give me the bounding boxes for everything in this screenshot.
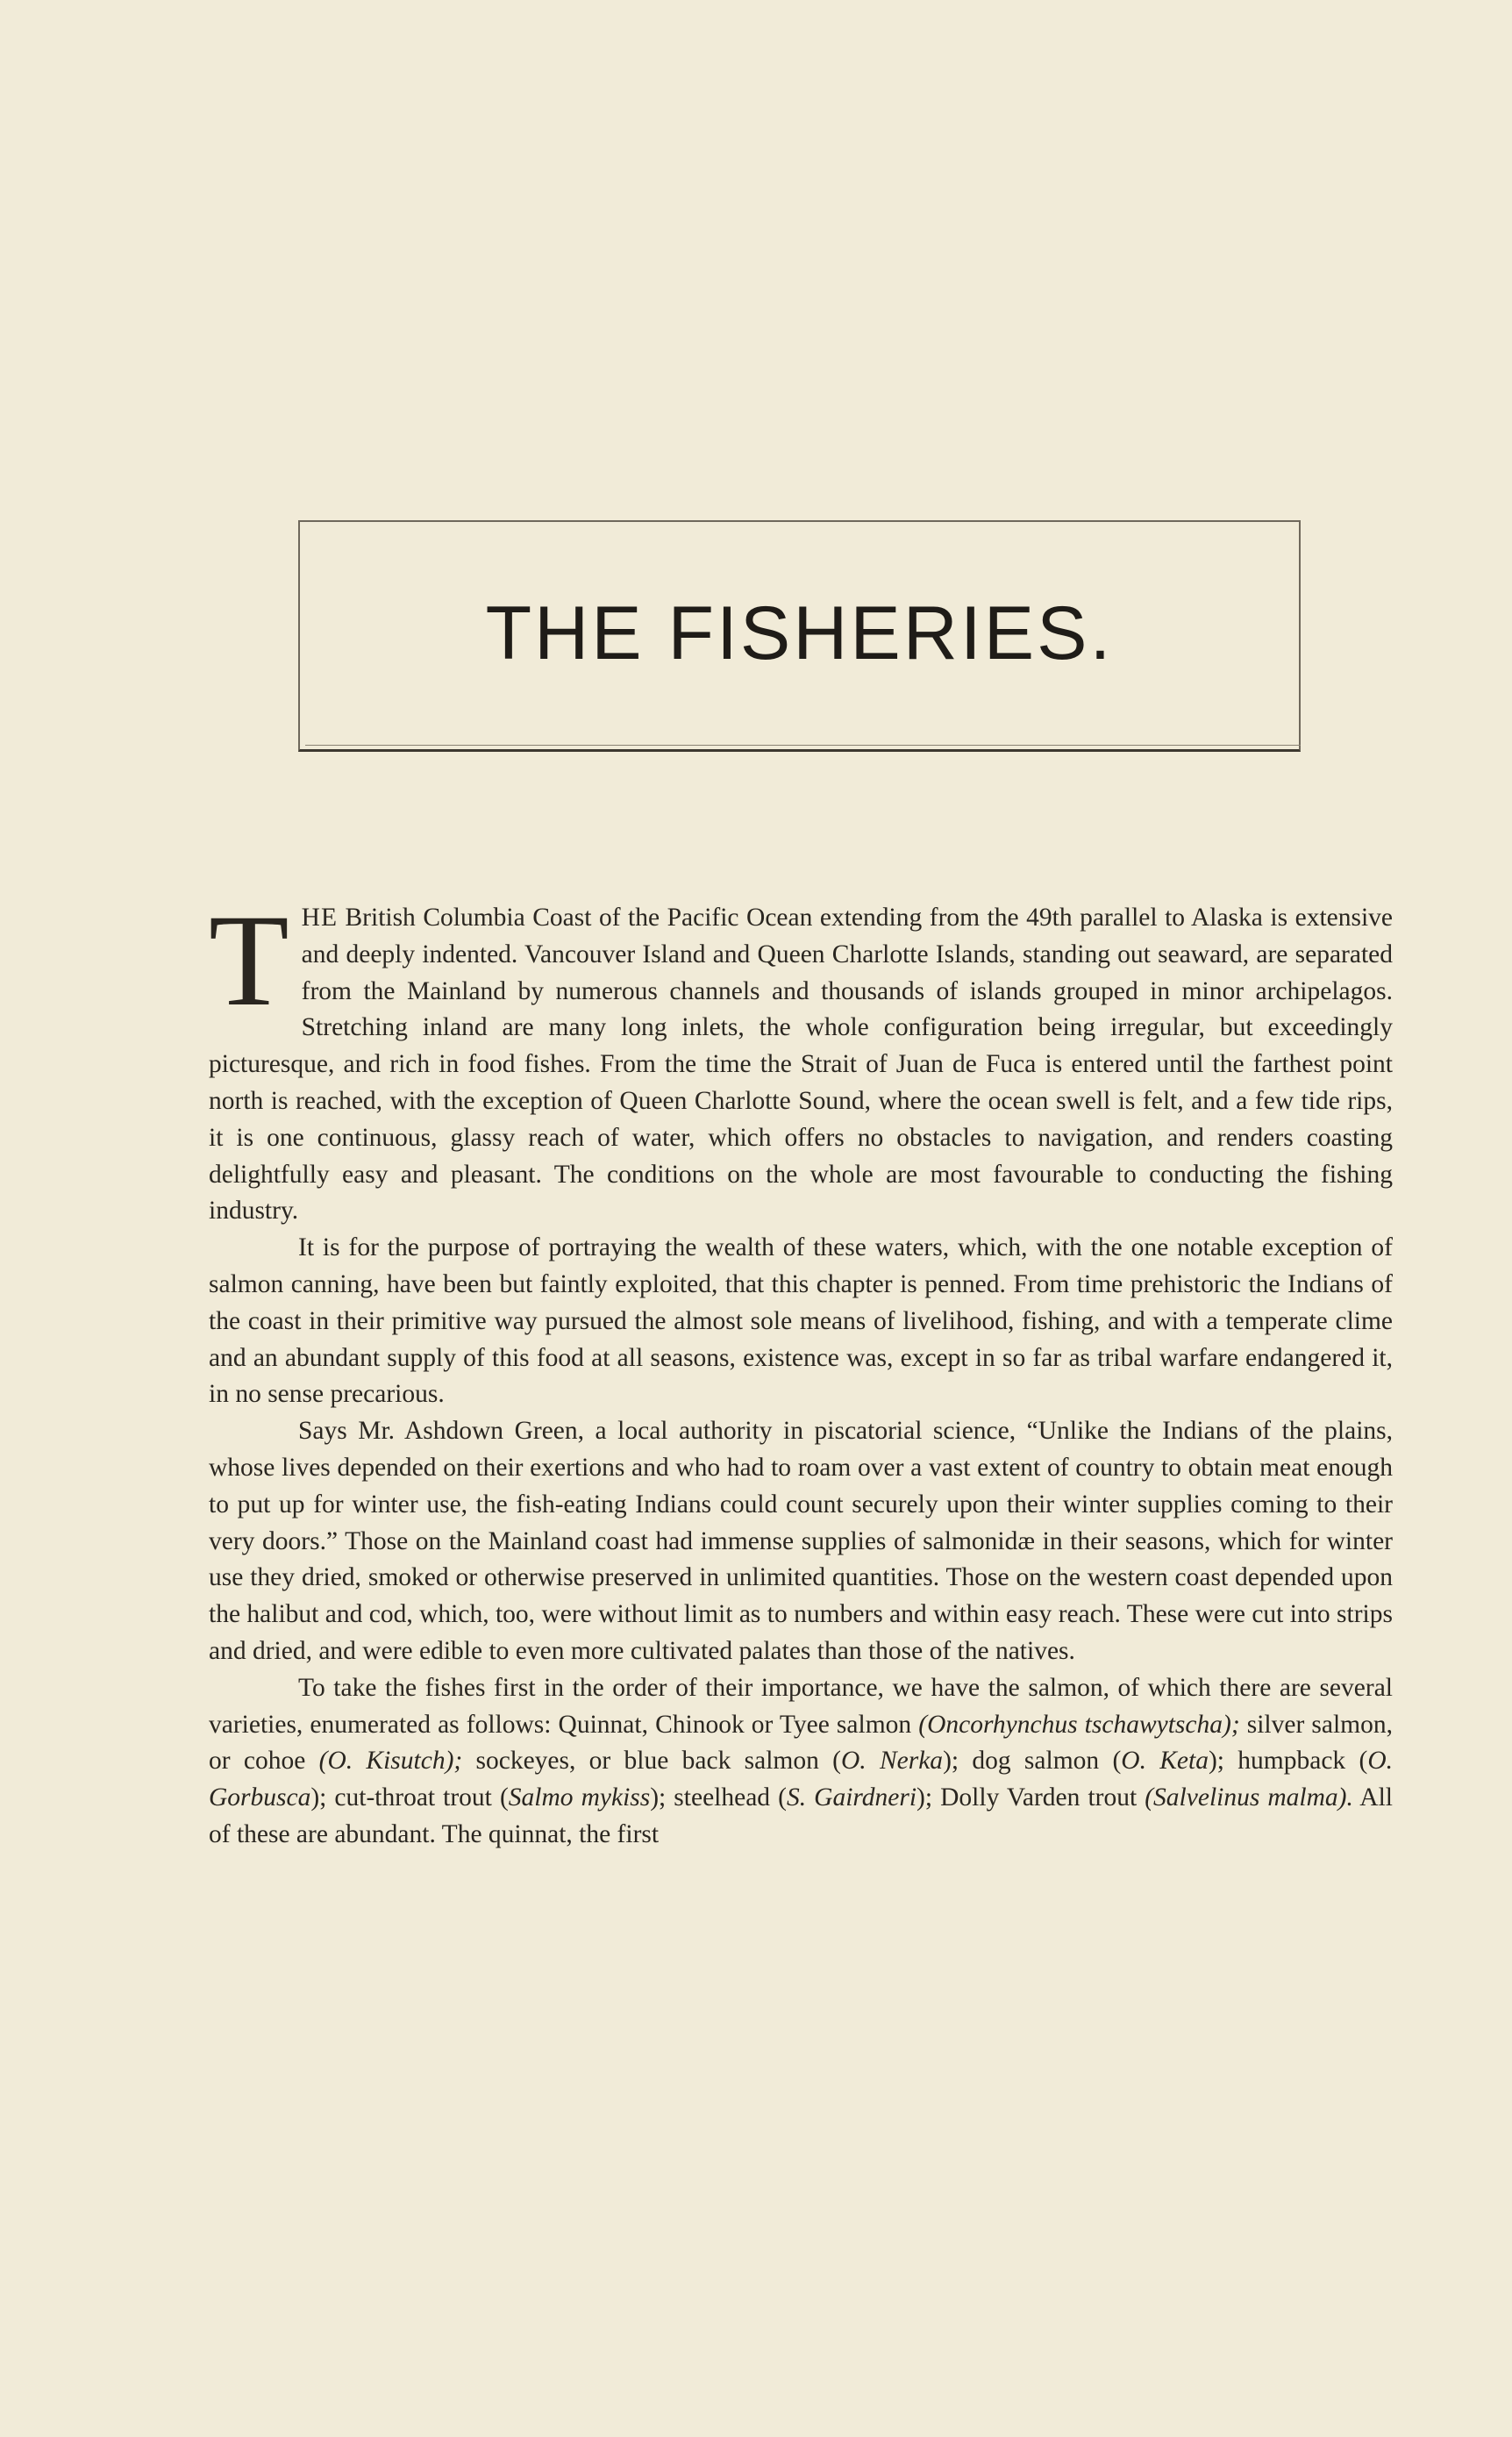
paragraph-4-text-5: ); humpback (	[1208, 1747, 1368, 1776]
paragraph-4-text-9: All of these are abundant. The quinnat, the first	[209, 1783, 1394, 1848]
title-frame-rule	[305, 745, 1301, 746]
paragraph-2: It is for the purpose of portraying the wealth of these waters, which, with the one notable exception of salmon canning, have been but faintly exploited, that this chapter is penned. From time prehistoric the Indians of the coast in their primitive way pursued the almost sole means of livelihood, fishing, and with a temperate clime and an abundant supply of this food at all seasons, existence was, except in so far as tribal warfare endangered it, in no sense precarious.	[209, 1233, 1393, 1409]
species-name-humpback: O. Gorbusca	[209, 1747, 1393, 1812]
title-frame	[298, 520, 1301, 752]
paragraph-4-text-1: To take the fishes first in the order of their importance, we have the salmon, of which there are several varieties, enumerated as follows: Quinnat, Chinook or Tyee salmon	[209, 1673, 1393, 1739]
paragraph-1	[209, 888, 1393, 1230]
article-body	[209, 888, 1394, 1854]
paragraph-1-lead: HE	[301, 904, 338, 932]
species-name-cut-throat: Salmo mykiss	[508, 1783, 651, 1812]
paragraph-4-text-2: silver salmon, or cohoe	[209, 1710, 1393, 1776]
species-name-quinnat: (Oncorhynchus tschawytscha);	[918, 1710, 1240, 1739]
paragraph-4-text-7: ); steelhead (	[650, 1783, 787, 1812]
drop-cap: T	[209, 888, 289, 1033]
species-name-dolly-varden: (Salvelinus malma).	[1145, 1783, 1353, 1812]
paragraph-4-text-4: ); dog salmon (	[943, 1747, 1122, 1776]
species-name-sockeye: O. Nerka	[840, 1747, 944, 1776]
paragraph-4-text-6: ); cut-throat trout (	[310, 1783, 509, 1812]
paragraph-4-text-8: ); Dolly Varden trout	[916, 1783, 1145, 1812]
paragraph-4-text-3: sockeyes, or blue back salmon (	[462, 1747, 841, 1776]
species-name-dog-salmon: O. Keta	[1121, 1747, 1209, 1776]
paragraph-4	[209, 1670, 1393, 1854]
chapter-title: THE FISHERIES.	[485, 591, 1114, 675]
paragraph-3: Says Mr. Ashdown Green, a local authority in piscatorial science, “Unlike the Indians of the plains, whose lives depended on their exertions and who had to roam over a vast extent of country to obtain meat enough to put up for winter use, the fish-eating Indians could count securely upon their winter supplies coming to their very doors.” Those on the Mainland coast had immense supplies of salmonidæ in their seasons, which for winter use they dried, smoked or otherwise preserved in unlimited quantities. Those on the western coast depended upon the halibut and cod, which, too, were without limit as to numbers and within easy reach. These were cut into strips and dried, and were edible to even more cultivated palates than those of the natives.	[209, 1417, 1393, 1665]
species-name-cohoe: (O. Kisutch);	[318, 1747, 463, 1776]
paragraph-1-text: British Columbia Coast of the Pacific Ocean extending from the 49th parallel to Alaska is extensive and deeply indented. Vancouver Island and Queen Charlotte Islands, standing out seaward, are separated from the Mainland by numerous channels and thousands of islands grouped in minor archipelagos. Stretching inland are many long inlets, the whole configuration being irregular, but exceedingly picturesque, and rich in food fishes. From the time the Strait of Juan de Fuca is entered until the farthest point north is reached, with the exception of Queen Charlotte Sound, where the ocean swell is felt, and a few tide rips, it is one continuous, glassy reach of water, which offers no obstacles to navigation, and renders coasting delightfully easy and pleasant. The conditions on the whole are most favourable to conducting the fishing industry.	[209, 904, 1393, 1226]
species-name-steelhead: S. Gairdneri	[786, 1783, 917, 1812]
